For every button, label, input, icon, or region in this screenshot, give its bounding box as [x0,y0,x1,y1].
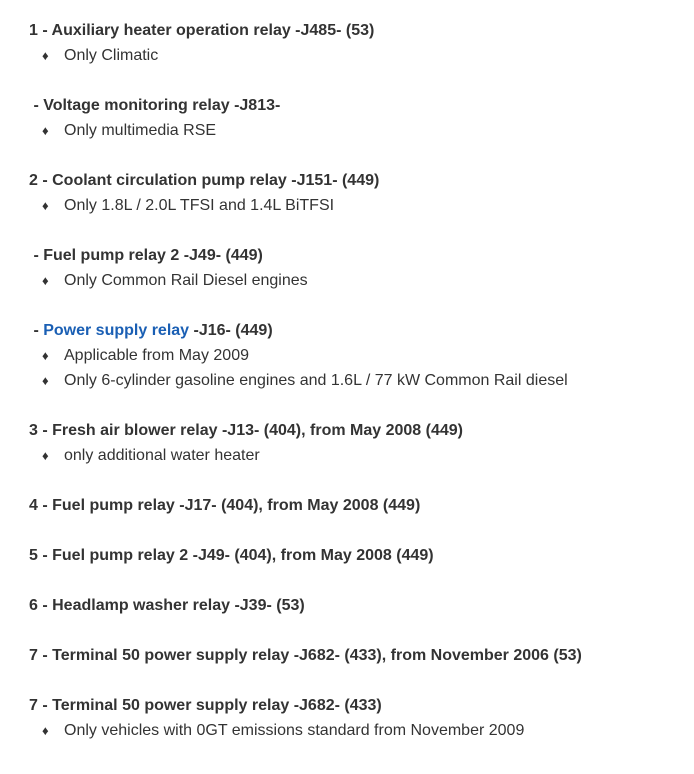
relay-heading [29,543,689,568]
note-text: Only Common Rail Diesel engines [64,272,308,289]
diamond-bullet-icon: ♦ [42,48,49,63]
relay-number: 4 - [29,497,53,514]
relay-number: 5 - [29,547,53,564]
note-text: Only vehicles with 0GT emissions standard from November 2009 [64,722,525,739]
diamond-bullet-icon: ♦ [42,723,49,738]
relay-number: - [29,97,44,114]
diamond-bullet-icon: ♦ [42,123,49,138]
note-text: Only Climatic [64,47,159,64]
note-item [29,268,689,293]
relay-number: 3 - [29,422,53,439]
diamond-bullet-icon: ♦ [42,348,49,363]
note-item [29,43,689,68]
note-item [29,193,689,218]
relay-entry [29,693,689,743]
diamond-bullet-icon: ♦ [42,448,49,463]
relay-entry [29,593,689,618]
relay-number: - [29,247,44,264]
relay-number: 7 - [29,697,53,714]
relay-heading [29,493,689,518]
relay-number: 2 - [29,172,53,189]
relay-entry [29,93,689,143]
note-item [29,118,689,143]
relay-heading [29,243,689,268]
relay-title: Terminal 50 power supply relay -J682- (433) [52,697,382,714]
power-supply-relay-link[interactable]: Power supply relay [43,322,190,339]
relay-entry [29,418,689,468]
relay-title: Fuel pump relay 2 -J49- (449) [43,247,263,264]
relay-heading [29,318,689,343]
relay-number: 7 - [29,647,53,664]
relay-title: Coolant circulation pump relay -J151- (449) [52,172,380,189]
note-list [29,268,689,293]
relay-entry [29,493,689,518]
relay-entry [29,18,689,68]
note-list [29,118,689,143]
relay-title: Voltage monitoring relay -J813- [43,97,281,114]
note-item [29,443,689,468]
relay-title: Headlamp washer relay -J39- (53) [52,597,305,614]
relay-heading [29,593,689,618]
relay-list [29,18,689,768]
relay-number: 6 - [29,597,53,614]
note-item [29,343,689,368]
note-item [29,368,689,393]
relay-entry [29,318,689,393]
relay-entry [29,543,689,568]
relay-number: 1 - [29,22,52,39]
relay-heading [29,168,689,193]
note-list [29,193,689,218]
relay-title: -J16- (449) [189,322,273,339]
relay-entry [29,168,689,218]
note-text: Only 1.8L / 2.0L TFSI and 1.4L BiTFSI [64,197,335,214]
relay-title: Fuel pump relay -J17- (404), from May 2008 (449) [52,497,421,514]
note-text: only additional water heater [64,447,260,464]
note-text: Only 6-cylinder gasoline engines and 1.6L / 77 kW Common Rail diesel [64,372,568,389]
note-text: Only multimedia RSE [64,122,217,139]
note-list [29,343,689,393]
relay-number: - [29,322,44,339]
relay-heading [29,93,689,118]
relay-entry [29,643,689,668]
relay-title: Fuel pump relay 2 -J49- (404), from May 2008 (449) [52,547,434,564]
diamond-bullet-icon: ♦ [42,273,49,288]
relay-title: Fresh air blower relay -J13- (404), from May 2008 (449) [52,422,463,439]
relay-heading [29,643,689,668]
diamond-bullet-icon: ♦ [42,373,49,388]
relay-entry [29,243,689,293]
note-list [29,443,689,468]
note-item [29,718,689,743]
relay-heading [29,18,689,43]
note-text: Applicable from May 2009 [64,347,249,364]
note-list [29,718,689,743]
relay-heading [29,693,689,718]
relay-heading [29,418,689,443]
relay-title: Auxiliary heater operation relay -J485- (53) [51,22,375,39]
note-list [29,43,689,68]
relay-title: Terminal 50 power supply relay -J682- (433), from November 2006 (53) [52,647,582,664]
diamond-bullet-icon: ♦ [42,198,49,213]
